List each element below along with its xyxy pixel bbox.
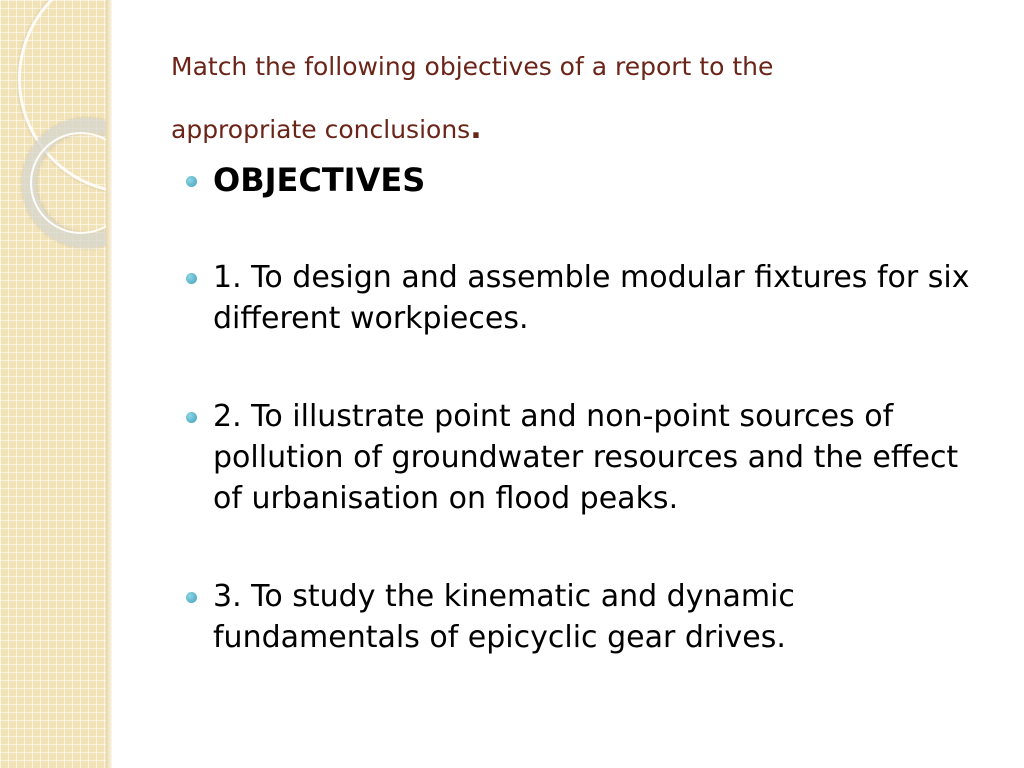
bullet-dot-icon [186, 412, 197, 423]
bullet-text: 1. To design and assemble modular fixtures for six different workpieces. [213, 260, 970, 336]
bullet-text: OBJECTIVES [213, 161, 426, 199]
bullet-list [186, 160, 976, 715]
bullet-item-objective-1 [186, 257, 976, 339]
decorative-side-panel [0, 0, 112, 768]
bullet-dot-icon [186, 176, 197, 187]
bullet-text: 2. To illustrate point and non-point sources of pollution of groundwater resources and the effect of urbanisation on flood peaks. [213, 399, 959, 516]
bullet-dot-icon [186, 592, 197, 603]
bullet-text: 3. To study the kinematic and dynamic fundamentals of epicyclic gear drives. [213, 579, 795, 655]
slide-title-text: Match the following objectives of a report to the appropriate conclusions [171, 52, 774, 144]
bullet-item-objective-3 [186, 576, 976, 658]
bullet-dot-icon [186, 273, 197, 284]
panel-edge [106, 0, 112, 768]
slide-title-period: . [470, 111, 482, 146]
bullet-item-objectives [186, 160, 976, 201]
bullet-item-objective-2 [186, 396, 976, 519]
slide-title [171, 36, 891, 161]
